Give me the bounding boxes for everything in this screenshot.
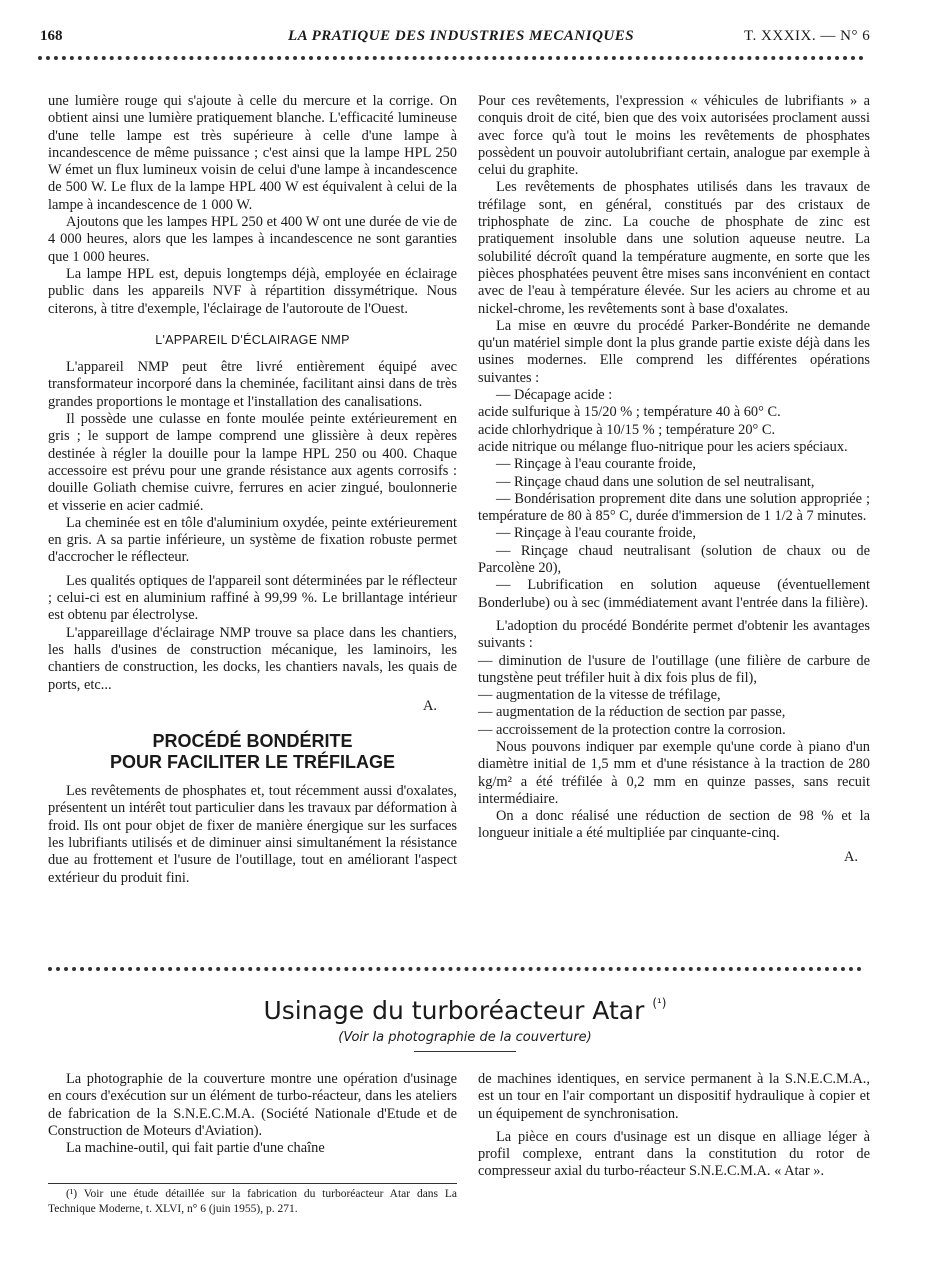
article-subtitle: (Voir la photographie de la couverture) — [338, 1030, 592, 1045]
paragraph: La machine-outil, qui fait partie d'une chaîne — [66, 1140, 325, 1157]
article-title-text: Usinage du turboréacteur Atar — [263, 996, 645, 1025]
paragraph: L'appareillage d'éclairage NMP trouve sa place dans les chantiers, les halls d'usines de construction mécanique, les laminoirs, les chantiers de construction, les docks, les chantiers navals, les quais de ports, etc... — [48, 624, 457, 693]
paragraph: Les qualités optiques de l'appareil sont déterminées par le réflecteur ; celui-ci est en aluminium raffiné à 99,99 %. Le brillantage intérieur est obtenu par électrolyse. — [48, 572, 457, 624]
section-rule — [48, 967, 862, 971]
footnote-text: (¹) Voir une étude détaillée sur la fabrication du turboréacteur Atar dans La Technique Moderne, t. XLVI, n° 6 (juin 1955), p. 271. — [48, 1188, 457, 1215]
paragraph: Pour ces revêtements, l'expression « véhicules de lubrifiants » a conquis droit de cité, bien que des voix autorisées proclament aussi avec force qu'à tout le moins les revêtements de phosphates possèdent un pouvoir autolubrifiant certain, analogue par exemple à celui du graphite. — [478, 93, 870, 179]
list-item: — Rinçage à l'eau courante froide, — [496, 525, 696, 542]
volume-number: T. XXXIX. — N° 6 — [744, 28, 871, 44]
paragraph: L'appareil NMP peut être livré entièrement équipé avec transformateur incorporé dans la cheminée, facilitant ainsi dans de très grandes proportions le montage et l'installation des canalisations. — [48, 359, 457, 410]
paragraph: La lampe HPL est, depuis longtemps déjà, employée en éclairage public dans les appareils NVF à répartition dissymétrique. Nous citerons, à titre d'exemple, l'éclairage de l'autoroute de l'Ouest. — [48, 265, 457, 317]
paragraph: La photographie de la couverture montre une opération d'usinage en cours d'exécution sur un élément de turbo-réacteur, dans les ateliers de fabrication de la S.N.E.C.M.A. (Société Nationale d'Etude et de Construction de Moteurs d'Aviation). — [48, 1071, 457, 1139]
paragraph: Les revêtements de phosphates utilisés dans les travaux de tréfilage sont, en général, constitués par des cristaux de triphosphate de zinc. La couche de phosphate de zinc est pratiquement insoluble dans une solution aqueuse neutre. La solubilité décroît quand la température augmente, en sorte que les pièces phosphatées peuvent être mises sans inconvénient en contact avec de l'eau à température élevée. Sur les aciers au chrome et au nickel-chrome, les revêtements sont à base d'oxalates. — [478, 179, 870, 317]
journal-title: LA PRATIQUE DES INDUSTRIES MECANIQUES — [288, 28, 635, 44]
list-item: — Rinçage à l'eau courante froide, — [496, 456, 696, 473]
paragraph: L'adoption du procédé Bondérite permet d'obtenir les avantages suivants : — [478, 617, 870, 652]
list-item: — accroissement de la protection contre la corrosion. — [478, 721, 786, 738]
list-item: acide chlorhydrique à 10/15 % ; température 20° C. — [478, 421, 776, 438]
list-item: — Bondérisation proprement dite dans une solution appropriée ; température de 80 à 85° C, durée d'immersion de 1 1/2 à 7 minutes. — [478, 490, 870, 525]
paragraph: Il possède une culasse en fonte moulée peinte extérieurement en gris ; le support de lampe comprend une glissière à deux repères destinée à régler la douille pour la lampe HPL 250 ou 400. Chaque accessoire est prévu pour une grande résistance aux agents corrosifs : douille Goliath chemise cuivre, ferrures en acier zingué, boulonnerie et visserie en acier cadmié. — [48, 411, 457, 514]
paragraph: La mise en œuvre du procédé Parker-Bondérite ne demande qu'un matériel simple dont la plus grande partie existe déjà dans les usines modernes. Elle comprend les différentes opérations suivantes : — [478, 317, 870, 386]
list-item: — diminution de l'usure de l'outillage (une filière de carbure de tungstène peut tréfiler huit à dix fois plus de fil), — [478, 652, 870, 686]
section-heading-line-1: PROCÉDÉ BONDÉRITE — [152, 731, 353, 752]
signature: A. — [423, 697, 437, 714]
section-heading-line-2: POUR FACILITER LE TRÉFILAGE — [109, 752, 395, 773]
paragraph: une lumière rouge qui s'ajoute à celle du mercure et la corrige. On obtient ainsi une lumière pratiquement blanche. L'efficacité lumineuse d'une telle lampe est très supérieure à celle d'une lampe à incandescence de même puissance ; c'est ainsi que la lampe HPL 250 W émet un flux lumineux voisin de celui d'une lampe à incandescence de 500 W. Le flux de la lampe HPL 400 W est équivalent à celui de la lampe à incandescence de 1 000 W. — [48, 93, 457, 213]
paragraph: Nous pouvons indiquer par exemple qu'une corde à piano d'un diamètre initial de 1,5 mm et d'une résistance à la traction de 280 kg/m² a été tréfilée à 0,2 mm en quinze passes, sans recuit intermédiaire. — [478, 738, 870, 807]
footnote-ref: (¹) — [652, 996, 667, 1010]
list-item: acide sulfurique à 15/20 % ; température 40 à 60° C. — [478, 404, 781, 421]
list-item: — Rinçage chaud dans une solution de sel neutralisant, — [496, 473, 815, 490]
section-heading — [48, 731, 457, 773]
right-column — [478, 93, 870, 866]
header-rule — [38, 56, 864, 60]
list-item: — augmentation de la réduction de section par passe, — [478, 704, 786, 721]
subheading: L'APPAREIL D'ÉCLAIRAGE NMP — [155, 332, 350, 347]
article-title — [0, 996, 930, 1025]
paragraph: de machines identiques, en service permanent à la S.N.E.C.M.A., est un tour en l'air comportant un dispositif hydraulique à copier et un équipement de synchronisation. — [478, 1071, 870, 1122]
paragraph: La cheminée est en tôle d'aluminium oxydée, peinte extérieurement en gris. A sa partie inférieure, un système de fixation robuste permet d'accrocher le réflecteur. — [48, 514, 457, 566]
list-item: — Rinçage chaud neutralisant (solution de chaux ou de Parcolène 20), — [478, 542, 870, 577]
footnote — [48, 1187, 457, 1217]
signature: A. — [844, 848, 858, 865]
paragraph: Les revêtements de phosphates et, tout récemment aussi d'oxalates, présentent un intérêt tout particulier dans les travaux par déformation à froid. Ils ont pour objet de fixer de manière énergique sur les surfaces les lubrifiants utilisés et de diminuer ainsi simultanément la résistance due au frottement et l'usure de l'outillage, tout en améliorant l'aspect extérieur du produit fini. — [48, 783, 457, 886]
list-item: — Décapage acide : — [496, 387, 613, 404]
article2-left-column — [48, 1071, 457, 1157]
list-item: — augmentation de la vitesse de tréfilage, — [478, 687, 721, 704]
footnote-rule — [48, 1183, 457, 1184]
left-column — [48, 93, 457, 887]
article2-right-column — [478, 1071, 870, 1181]
title-underline — [414, 1051, 516, 1052]
list-item: acide nitrique ou mélange fluo-nitrique pour les aciers spéciaux. — [478, 438, 848, 455]
list-item: — Lubrification en solution aqueuse (éventuellement Bonderlube) ou à sec (immédiatement avant l'entrée dans la filière). — [478, 577, 870, 611]
paragraph: Ajoutons que les lampes HPL 250 et 400 W ont une durée de vie de 4 000 heures, alors que les lampes à incandescence ne sont garanties que 1 000 heures. — [48, 214, 457, 265]
paragraph: La pièce en cours d'usinage est un disque en alliage léger à profil complexe, entrant dans la constitution du rotor de compresseur axial du turbo-réacteur S.N.E.C.M.A. « Atar ». — [478, 1128, 870, 1180]
page-number: 168 — [40, 28, 63, 44]
paragraph: On a donc réalisé une réduction de section de 98 % et la longueur initiale a été multipliée par cinquante-cinq. — [478, 808, 870, 842]
